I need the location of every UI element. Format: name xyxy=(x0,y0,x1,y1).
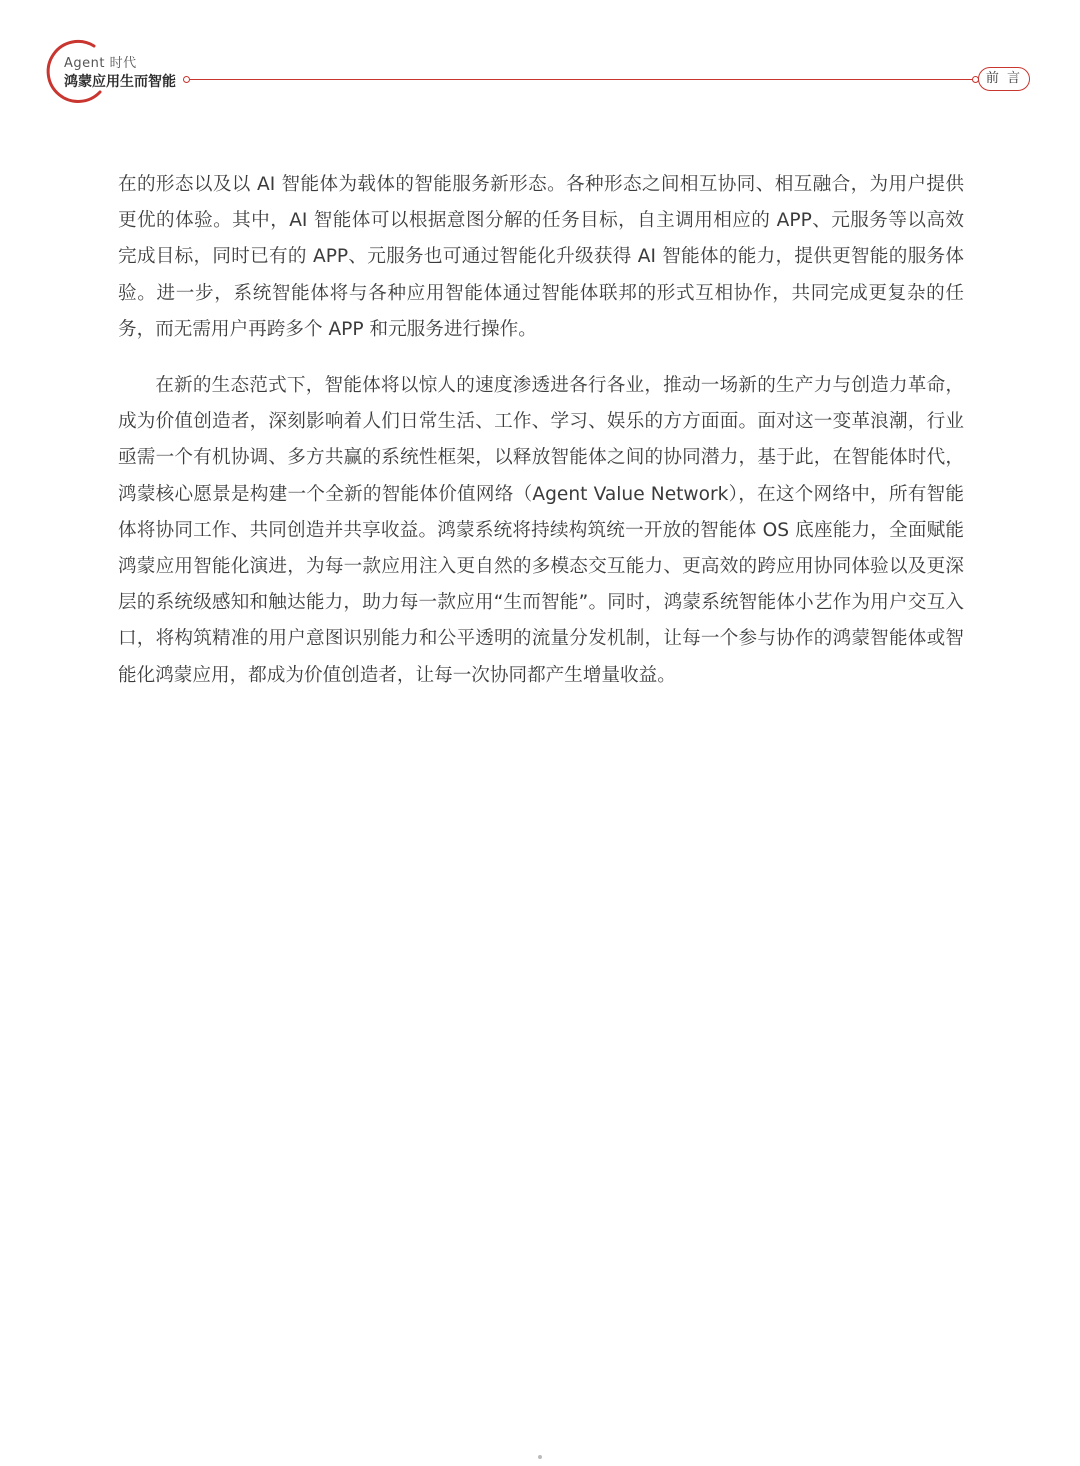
header-divider xyxy=(186,79,976,80)
page-dot-icon xyxy=(538,1455,542,1459)
section-label: 前 言 xyxy=(978,67,1030,91)
logo-subtitle: Agent 时代 xyxy=(64,56,137,71)
paragraph-2: 在新的生态范式下，智能体将以惊人的速度渗透进各行各业，推动一场新的生产力与创造力革命，成为价值创造者，深刻影响着人们日常生活、工作、学习、娱乐的方方面面。面对这一变革浪潮，行业亟需一个有机协调、多方共赢的系统性框架，以释放智能体之间的协同潜力，基于此，在智能体时代，鸿蒙核心愿景是构建一个全新的智能体价值网络（Agent Value Network），在这个网络中，所有智能体将协同工作、共同创造并共享收益。鸿蒙系统将持续构筑统一开放的智能体 OS 底座能力，全面赋能鸿蒙应用智能化演进，为每一款应用注入更自然的多模态交互能力、更高效的跨应用协同体验以及更深层的系统级感知和触达能力，助力每一款应用“生而智能”。同时，鸿蒙系统智能体小艺作为用户交互入口，将构筑精准的用户意图识别能力和公平透明的流量分发机制，让每一个参与协作的鸿蒙智能体或智能化鸿蒙应用，都成为价值创造者，让每一次协同都产生增量收益。 xyxy=(118,375,964,686)
divider-dot-left-icon xyxy=(183,76,190,83)
logo-title: 鸿蒙应用生而智能 xyxy=(64,74,176,90)
header-logo xyxy=(42,38,202,108)
paragraph-1: 在的形态以及以 AI 智能体为载体的智能服务新形态。各种形态之间相互协同、相互融合，为用户提供更优的体验。其中，AI 智能体可以根据意图分解的任务目标，自主调用相应的 APP、元服务等以高效完成目标，同时已有的 APP、元服务也可通过智能化升级获得 AI 智能体的能力，提供更智能的服务体验。进一步，系统智能体将与各种应用智能体通过智能体联邦的形式互相协作，共同完成更复杂的任务，而无需用户再跨多个 APP 和元服务进行操作。 xyxy=(118,174,964,340)
body-text xyxy=(118,167,964,694)
